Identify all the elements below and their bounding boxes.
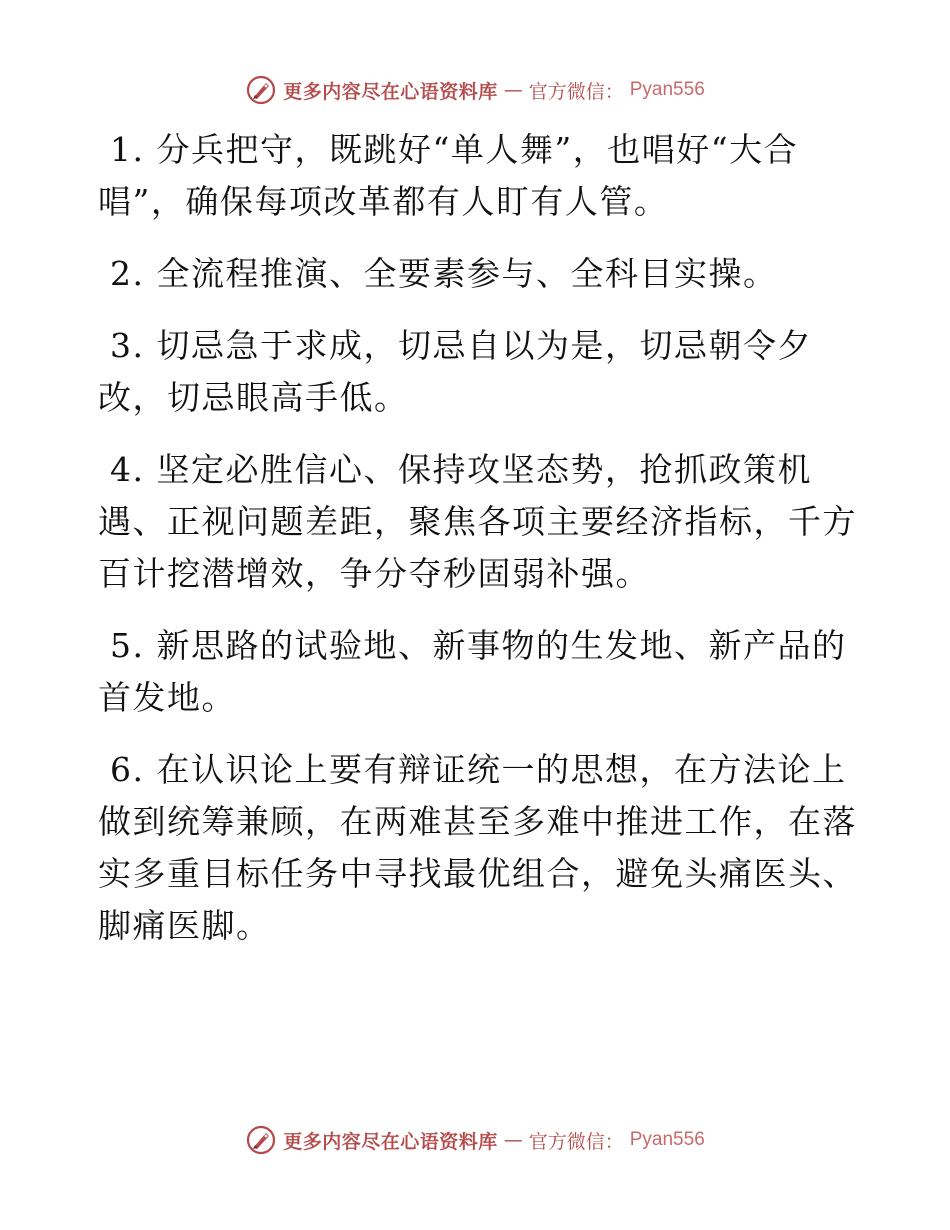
list-item-4: 4. 坚定必胜信心、保持攻坚态势，抢抓政策机遇、正视问题差距，聚焦各项主要经济指标，千方百计挖潜增效，争分夺秒固弱补强。 — [98, 450, 857, 593]
header-watermark-banner — [0, 70, 950, 110]
footer-banner-inner — [245, 1124, 705, 1156]
header-banner-inner — [245, 74, 705, 106]
header-wechat-id: Pyan556 — [629, 79, 705, 100]
footer-wechat-id: Pyan556 — [629, 1129, 705, 1150]
pen-nib-logo-icon — [245, 1124, 277, 1156]
list-item-5: 5. 新思路的试验地、新事物的生发地、新产品的首发地。 — [98, 626, 847, 717]
header-site-text: 更多内容尽在心语资料库 — [283, 80, 498, 103]
list-item-2: 2. 全流程推演、全要素参与、全科目实操。 — [110, 254, 778, 293]
list-item-6: 6. 在认识论上要有辩证统一的思想，在方法论上做到统筹兼顾，在两难甚至多难中推进工作，在落实多重目标任务中寻找最优组合，避免头痛医头、脚痛医脚。 — [98, 750, 857, 945]
list-item-3: 3. 切忌急于求成，切忌自以为是，切忌朝令夕改，切忌眼高手低。 — [98, 326, 812, 417]
footer-watermark-banner — [0, 1120, 950, 1160]
list-item-1: 1. 分兵把守，既跳好“单人舞”，也唱好“大合唱”，确保每项改革都有人盯有人管。 — [98, 130, 799, 221]
footer-wechat-label: 官方微信： — [528, 1130, 624, 1153]
document-body — [98, 124, 858, 972]
pen-nib-logo-icon — [245, 74, 277, 106]
header-wechat-label: 官方微信： — [528, 80, 624, 103]
header-separator: — — [503, 79, 523, 101]
footer-separator: — — [503, 1129, 523, 1151]
footer-site-text: 更多内容尽在心语资料库 — [283, 1130, 498, 1153]
